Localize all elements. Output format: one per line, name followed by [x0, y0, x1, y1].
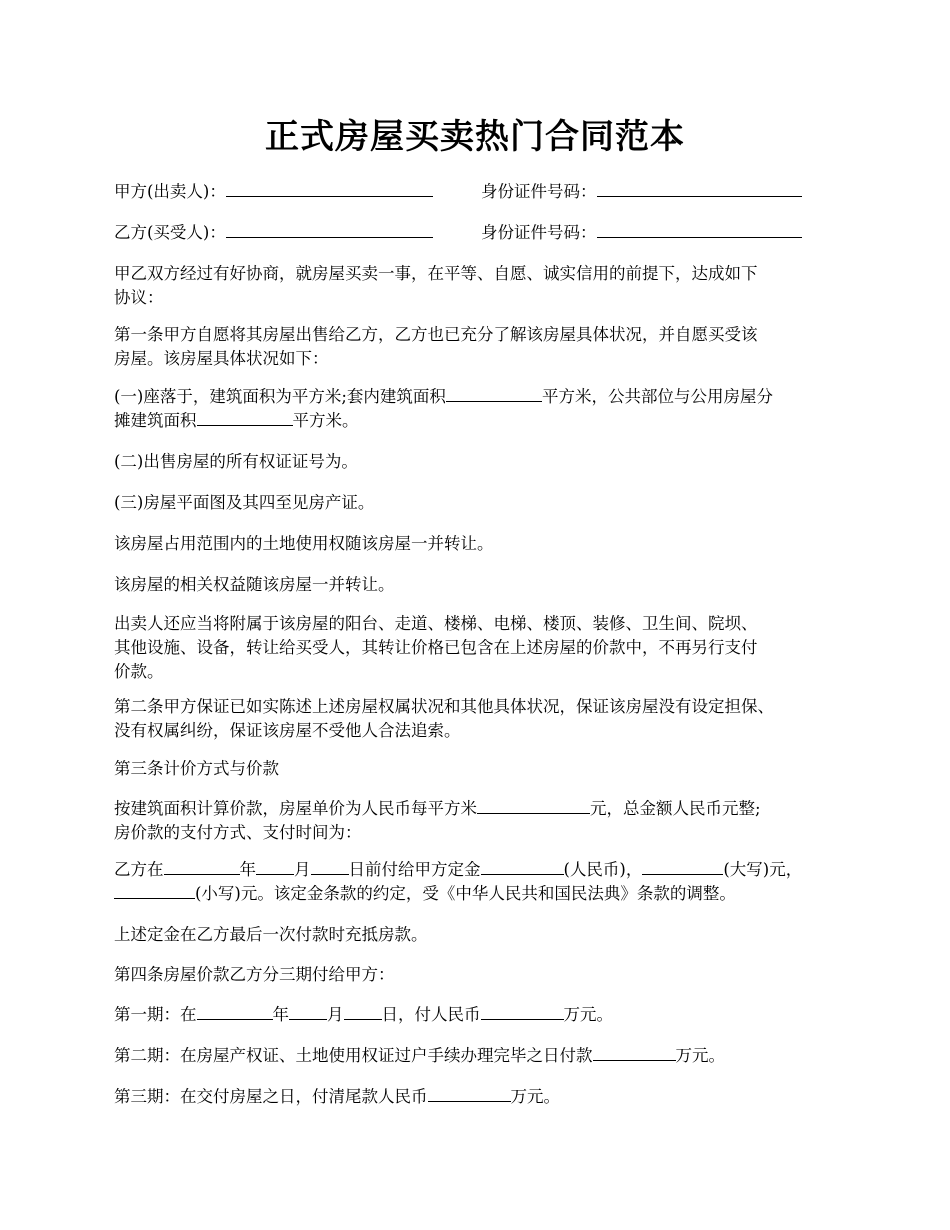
- party-a-label: 甲方(出卖人)：: [114, 182, 226, 201]
- unit-price-blank[interactable]: [477, 797, 590, 814]
- item-2-paragraph: (二)出售房屋的所有权证证号为。: [114, 452, 358, 471]
- article-1-line-1: 第一条甲方自愿将其房屋出售给乙方，乙方也已充分了解该房屋具体状况，并自愿买受该: [114, 325, 758, 344]
- phase-2-text-b: 万元。: [675, 1046, 725, 1065]
- phase-1-amount-blank[interactable]: [481, 1003, 564, 1020]
- phase-1-text-e: 万元。: [563, 1005, 613, 1024]
- deposit-month-blank[interactable]: [256, 858, 294, 875]
- item-1-text-b: 平方米，公共部位与公用房屋分: [541, 387, 773, 406]
- rights-paragraph: 该房屋的相关权益随该房屋一并转让。: [114, 575, 395, 594]
- party-a-id-label: 身份证件号码：: [481, 182, 597, 201]
- price-text-b: 元，总金额人民币元整;: [590, 799, 761, 818]
- phase-2-text-a: 第二期：在房屋产权证、土地使用权证过户手续办理完毕之日付款: [114, 1046, 593, 1065]
- deposit-paragraph: [114, 858, 856, 906]
- party-a-id-group: [481, 180, 802, 204]
- deposit-text-f: (大写)元，: [723, 860, 803, 879]
- deposit-line-2: [114, 882, 856, 906]
- party-b-label: 乙方(买受人)：: [114, 223, 226, 242]
- deposit-text-a: 乙方在: [114, 860, 164, 879]
- party-b-name-blank[interactable]: [226, 221, 433, 238]
- deposit-offset-paragraph: 上述定金在乙方最后一次付款时充抵房款。: [114, 925, 428, 944]
- phase-1-text-b: 年: [272, 1005, 289, 1024]
- deposit-rmb-blank[interactable]: [481, 858, 564, 875]
- party-a-name-blank[interactable]: [226, 180, 433, 197]
- price-paragraph: [114, 797, 856, 845]
- deposit-text-g: (小写)元。该定金条款的约定，受《中华人民共和国民法典》条款的调整。: [195, 884, 736, 903]
- item-1-text-c: 摊建筑面积: [114, 411, 197, 430]
- attachments-line-3: 价款。: [114, 662, 164, 681]
- phase-3-paragraph: [114, 1085, 856, 1109]
- phase-1-paragraph: [114, 1003, 856, 1027]
- deposit-text-e: (人民币)，: [563, 860, 643, 879]
- page-title: 正式房屋买卖热门合同范本: [265, 117, 685, 157]
- phase-2-paragraph: [114, 1044, 856, 1068]
- deposit-year-blank[interactable]: [164, 858, 240, 875]
- price-line-2: 房价款的支付方式、支付时间为：: [114, 823, 362, 842]
- deposit-text-b: 年: [239, 860, 256, 879]
- article-2-line-1: 第二条甲方保证已如实陈述上述房屋权属状况和其他具体状况，保证该房屋没有设定担保、: [114, 697, 774, 716]
- phase-1-day-blank[interactable]: [344, 1003, 382, 1020]
- phase-1-text-a: 第一期：在: [114, 1005, 197, 1024]
- deposit-text-c: 月: [294, 860, 311, 879]
- deposit-lower-blank[interactable]: [114, 882, 195, 899]
- price-text-a: 按建筑面积计算价款，房屋单价为人民币每平方米: [114, 799, 477, 818]
- intro-paragraph: [114, 262, 856, 310]
- article-2-paragraph: [114, 695, 856, 743]
- item-1-text-d: 平方米。: [292, 411, 359, 430]
- phase-1-year-blank[interactable]: [197, 1003, 273, 1020]
- phase-3-text-a: 第三期：在交付房屋之日，付清尾款人民币: [114, 1087, 428, 1106]
- article-1-paragraph: [114, 323, 856, 371]
- party-b-id-group: [481, 221, 802, 245]
- deposit-text-d: 日前付给甲方定金: [348, 860, 481, 879]
- article-1-line-2: 房屋。该房屋具体状况如下：: [114, 349, 329, 368]
- item-1-paragraph: [114, 385, 856, 433]
- attachments-line-2: 其他设施、设备，转让给买受人，其转让价格已包含在上述房屋的价款中，不再另行支付: [114, 638, 758, 657]
- party-b-id-blank[interactable]: [597, 221, 802, 238]
- item-3-paragraph: (三)房屋平面图及其四至见房产证。: [114, 493, 375, 512]
- phase-1-text-d: 日，付人民币: [381, 1005, 481, 1024]
- party-b-id-label: 身份证件号码：: [481, 223, 597, 242]
- party-a-row: [114, 180, 856, 204]
- intro-line-1: 甲乙双方经过有好协商，就房屋买卖一事，在平等、自愿、诚实信用的前提下，达成如下: [114, 264, 758, 283]
- land-paragraph: 该房屋占用范围内的土地使用权随该房屋一并转让。: [114, 534, 494, 553]
- item-1-text-a: (一)座落于，建筑面积为平方米;套内建筑面积: [114, 387, 446, 406]
- attachments-line-1: 出卖人还应当将附属于该房屋的阳台、走道、楼梯、电梯、楼顶、装修、卫生间、院坝、: [114, 614, 758, 633]
- phase-3-text-b: 万元。: [510, 1087, 560, 1106]
- intro-line-2: 协议：: [114, 288, 164, 307]
- deposit-upper-blank[interactable]: [642, 858, 723, 875]
- attachments-paragraph: [114, 612, 856, 684]
- phase-1-text-c: 月: [327, 1005, 344, 1024]
- deposit-day-blank[interactable]: [311, 858, 349, 875]
- phase-2-amount-blank[interactable]: [593, 1044, 676, 1061]
- article-2-line-2: 没有权属纠纷，保证该房屋不受他人合法追索。: [114, 721, 461, 740]
- shared-area-blank[interactable]: [197, 409, 293, 426]
- item-1-line-2: [114, 409, 856, 433]
- article-4-heading: 第四条房屋价款乙方分三期付给甲方：: [114, 965, 395, 984]
- deposit-line-1: [114, 858, 856, 882]
- inner-area-blank[interactable]: [446, 385, 542, 402]
- phase-1-month-blank[interactable]: [289, 1003, 327, 1020]
- item-1-line-1: [114, 385, 856, 409]
- article-3-heading: 第三条计价方式与价款: [114, 759, 279, 778]
- party-b-row: [114, 221, 856, 245]
- party-a-id-blank[interactable]: [597, 180, 802, 197]
- phase-3-amount-blank[interactable]: [428, 1085, 511, 1102]
- price-line-1: [114, 797, 856, 821]
